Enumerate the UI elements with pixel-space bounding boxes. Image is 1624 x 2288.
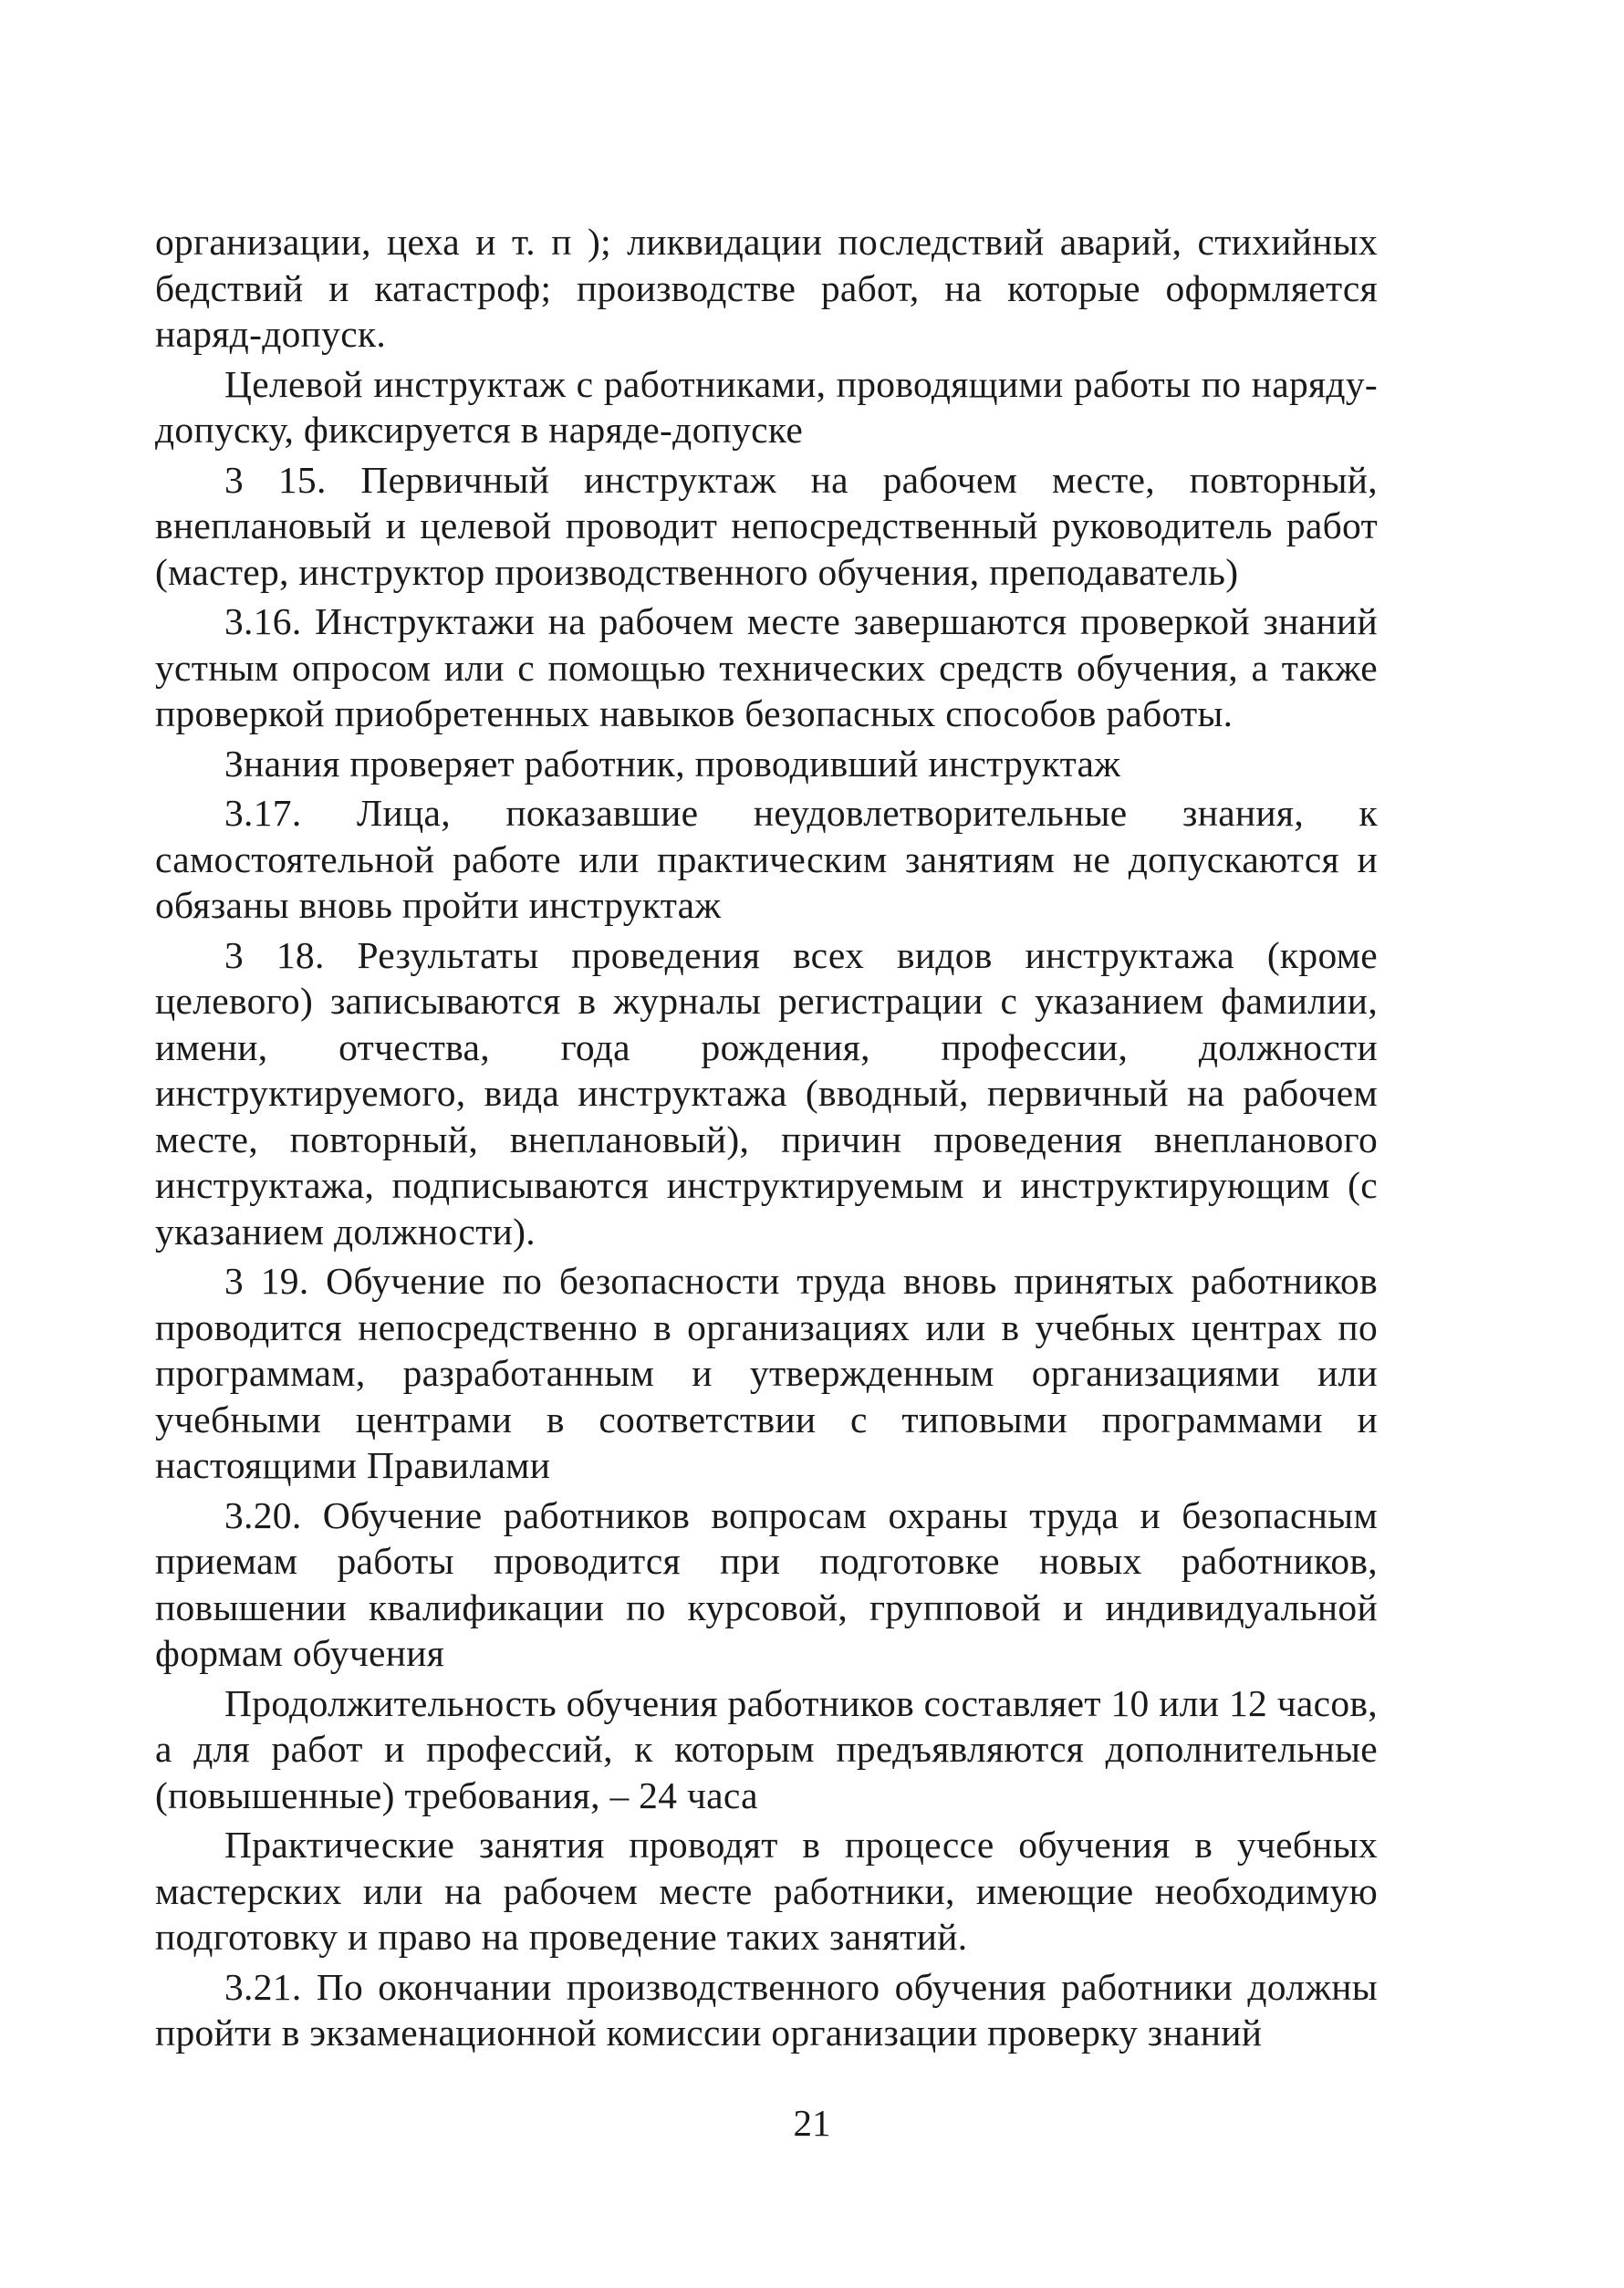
paragraph-knowledge-check: Знания проверяет работник, проводивший инструктаж [224, 742, 1121, 785]
paragraph-duration: Продолжительность обучения работников составляет 10 или 12 часов, а для работ и профессий, к которым предъявляются дополнительные (повышенные) требования, – 24 часа [155, 1681, 1378, 1816]
paragraph-3-15: 3 15. Первичный инструктаж на рабочем месте, повторный, внеплановый и целевой проводит непосредственный руководитель работ (мастер, инструктор производственного обучения, преподаватель) [155, 458, 1378, 593]
paragraph-3-17: 3.17. Лица, показавшие неудовлетворительные знания, к самостоятельной работе или практическим занятиям не допускаются и обязаны вновь пройти инструктаж [155, 792, 1378, 926]
page-body [155, 219, 1378, 2056]
paragraph-3-19: 3 19. Обучение по безопасности труда вновь принятых работников проводится непосредственно в организациях или в учебных центрах по программам, разработанным и утвержденным организациями или учебными центрами в соответствии с типовыми программами и настоящими Правилами [155, 1260, 1378, 1486]
page-number: 21 [793, 2102, 831, 2144]
paragraph-3-18: 3 18. Результаты проведения всех видов инструктажа (кроме целевого) записываются в журналы регистрации с указанием фамилии, имени, отчества, года рождения, профессии, должности инструктируемого, вида инструктажа (вводный, первичный на рабочем месте, повторный, внеплановый), причин проведения внепланового инструктажа, подписываются инструктируемым и инструктирующим (с указанием должности). [155, 933, 1378, 1253]
paragraph-target-briefing: Целевой инструктаж с работниками, проводящими работы по наряду-допуску, фиксируется в наряде-допуске [155, 362, 1378, 451]
paragraph-3-20: 3.20. Обучение работников вопросам охраны труда и безопасным приемам работы проводится при подготовке новых работников, повышении квалификации по курсовой, групповой и индивидуальной формам обучения [155, 1493, 1378, 1674]
paragraph-3-16: 3.16. Инструктажи на рабочем месте завершаются проверкой знаний устным опросом или с помощью технических средств обучения, а также проверкой приобретенных навыков безопасных способов работы. [155, 600, 1378, 734]
paragraph-practical: Практические занятия проводят в процессе обучения в учебных мастерских или на рабочем месте работники, имеющие необходимую подготовку и право на проведение таких занятий. [155, 1824, 1378, 1958]
paragraph-continuation: организации, цеха и т. п ); ликвидации последствий аварий, стихийных бедствий и катастроф; производстве работ, на которые оформляется наряд-допуск. [155, 221, 1378, 355]
paragraph-3-21: 3.21. По окончании производственного обучения работники должны пройти в экзаменационной комиссии организации проверку знаний [155, 1965, 1378, 2054]
